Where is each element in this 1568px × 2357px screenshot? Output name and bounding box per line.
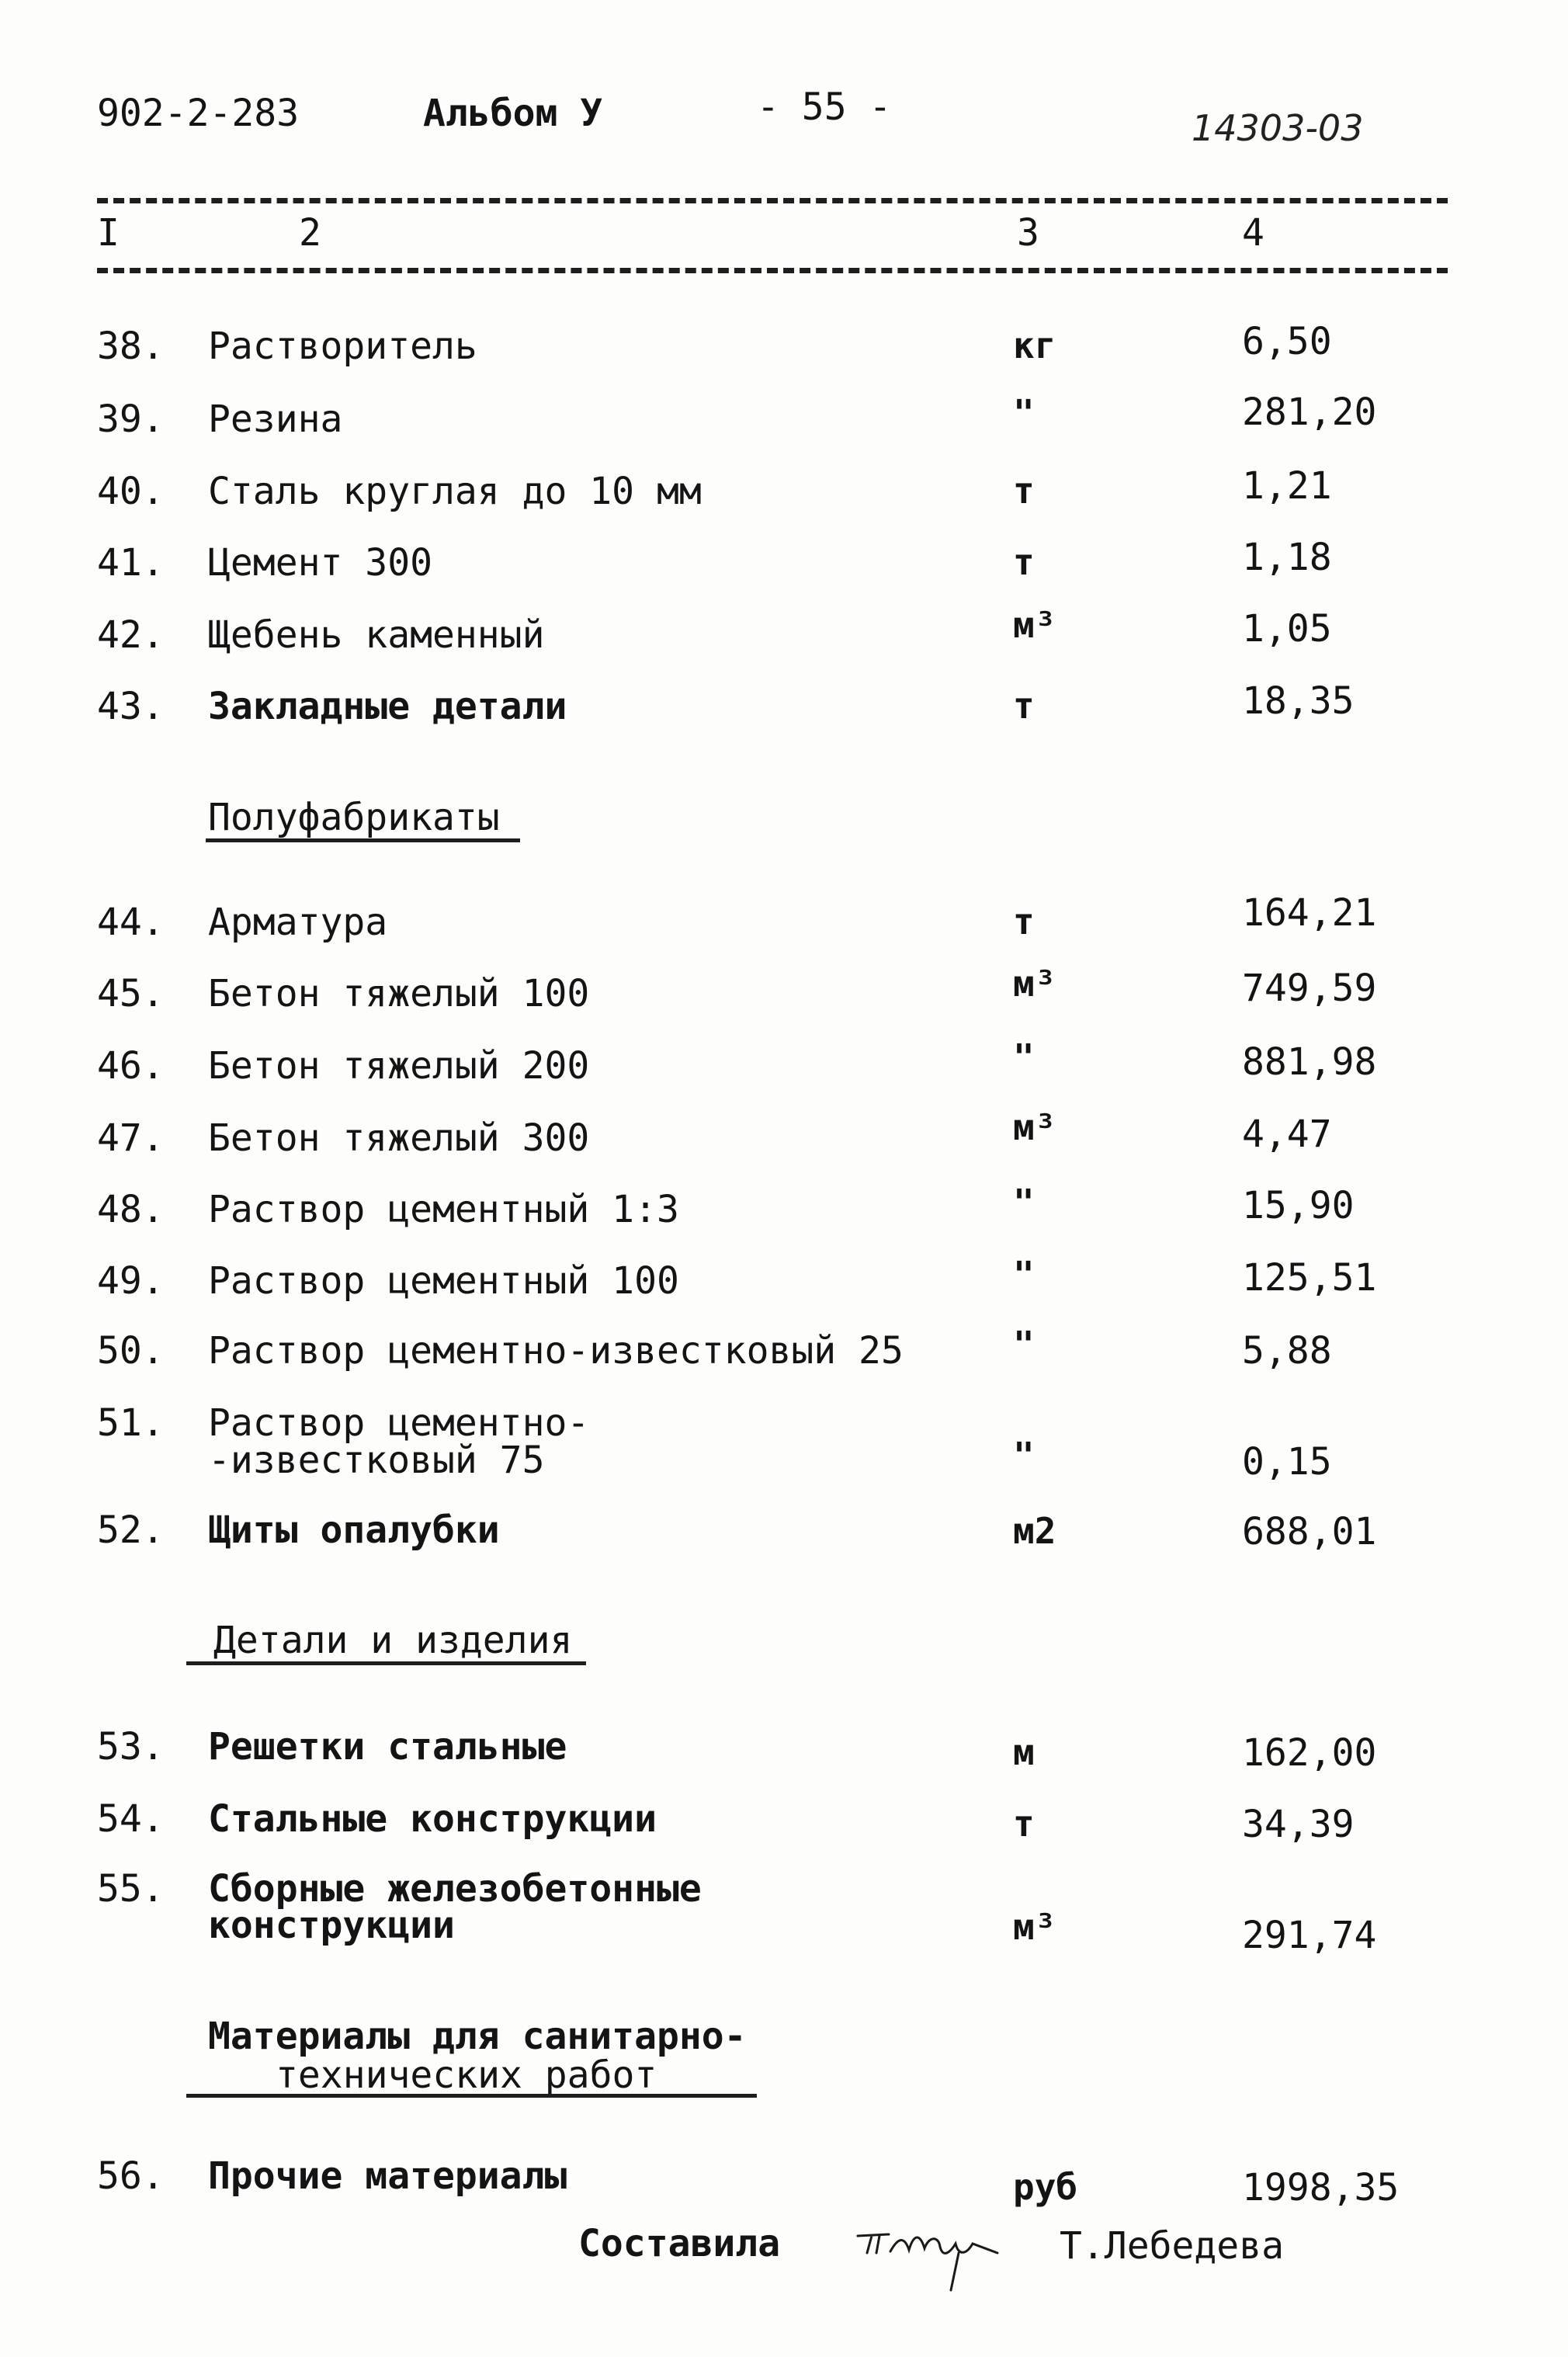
header-top-rule xyxy=(97,198,1448,203)
section-heading-sanitary: Материалы для санитарно- xyxy=(208,2015,747,2058)
row-name: Закладные детали xyxy=(208,685,567,728)
row-name-continued: -известковый 75 xyxy=(208,1439,545,1482)
row-number: 54. xyxy=(97,1797,165,1841)
row-quantity: 1,21 xyxy=(1242,464,1332,508)
row-number: 44. xyxy=(97,901,165,944)
section-heading-sanitary-line2: технических работ xyxy=(276,2053,657,2097)
row-name-continued: конструкции xyxy=(208,1904,455,1947)
row-unit: " xyxy=(1013,1036,1035,1078)
row-unit: т xyxy=(1013,541,1035,583)
row-quantity: 164,21 xyxy=(1242,891,1377,935)
row-name: Раствор цементный 1:3 xyxy=(208,1188,679,1231)
row-name: Раствор цементно-известковый 25 xyxy=(208,1329,904,1373)
row-unit: м³ xyxy=(1013,1906,1056,1948)
document-code: 902-2-283 xyxy=(97,92,300,135)
section-underline xyxy=(186,2094,757,2098)
row-quantity: 1,05 xyxy=(1242,607,1332,651)
row-quantity: 162,00 xyxy=(1242,1731,1377,1775)
row-name: Щиты опалубки xyxy=(208,1508,500,1552)
row-name: Резина xyxy=(208,397,343,441)
row-quantity: 1998,35 xyxy=(1242,2166,1400,2209)
row-unit: " xyxy=(1013,1435,1035,1477)
row-name: Щебень каменный xyxy=(208,613,545,657)
row-unit: кг xyxy=(1013,325,1056,366)
row-number: 55. xyxy=(97,1867,165,1911)
column-header-2: 2 xyxy=(299,211,321,255)
album-label: Альбом У xyxy=(423,92,603,135)
row-name: Раствор цементный 100 xyxy=(208,1259,679,1303)
row-unit: " xyxy=(1013,1324,1035,1366)
row-name: Цемент 300 xyxy=(208,541,432,585)
row-number: 38. xyxy=(97,325,165,368)
row-name: Бетон тяжелый 200 xyxy=(208,1044,590,1088)
row-unit: " xyxy=(1013,1254,1035,1296)
row-number: 47. xyxy=(97,1116,165,1160)
row-number: 49. xyxy=(97,1259,165,1303)
row-quantity: 125,51 xyxy=(1242,1256,1377,1300)
row-quantity: 34,39 xyxy=(1242,1803,1355,1846)
row-quantity: 749,59 xyxy=(1242,967,1377,1010)
row-name: Бетон тяжелый 100 xyxy=(208,972,590,1015)
row-number: 41. xyxy=(97,541,165,585)
header-bottom-rule xyxy=(97,268,1448,273)
row-unit: м³ xyxy=(1013,1106,1056,1148)
column-header-4: 4 xyxy=(1242,211,1264,255)
section-underline xyxy=(206,838,520,842)
row-number: 56. xyxy=(97,2154,165,2198)
row-name: Сборные железобетонные xyxy=(208,1867,702,1911)
row-name: Прочие материалы xyxy=(208,2154,567,2198)
column-header-1: I xyxy=(97,211,120,255)
row-number: 51. xyxy=(97,1401,165,1445)
section-heading-parts: Детали и изделия xyxy=(213,1619,573,1662)
row-quantity: 0,15 xyxy=(1242,1440,1332,1484)
row-unit: т xyxy=(1013,470,1035,512)
row-name: Растворитель xyxy=(208,325,477,368)
row-quantity: 881,98 xyxy=(1242,1040,1377,1084)
row-quantity: 1,18 xyxy=(1242,536,1332,579)
row-unit: " xyxy=(1013,1182,1035,1224)
compiler-name: Т.Лебедева xyxy=(1060,2224,1284,2268)
section-underline xyxy=(186,1661,586,1665)
row-name: Бетон тяжелый 300 xyxy=(208,1116,590,1160)
row-quantity: 688,01 xyxy=(1242,1510,1377,1553)
row-unit: м2 xyxy=(1013,1510,1056,1552)
row-unit: т xyxy=(1013,685,1035,727)
row-unit: т xyxy=(1013,1803,1035,1845)
column-header-3: 3 xyxy=(1017,211,1039,255)
row-number: 43. xyxy=(97,685,165,728)
row-quantity: 4,47 xyxy=(1242,1113,1332,1156)
row-unit: т xyxy=(1013,901,1035,942)
row-unit: руб xyxy=(1013,2166,1078,2208)
row-number: 39. xyxy=(97,397,165,441)
row-number: 50. xyxy=(97,1329,165,1373)
row-unit: м³ xyxy=(1013,963,1056,1005)
row-quantity: 6,50 xyxy=(1242,320,1332,363)
row-name: Арматура xyxy=(208,901,388,944)
row-quantity: 281,20 xyxy=(1242,391,1377,434)
row-quantity: 15,90 xyxy=(1242,1184,1355,1227)
row-quantity: 5,88 xyxy=(1242,1329,1332,1373)
archive-number: 14303-03 xyxy=(1192,107,1364,149)
row-number: 52. xyxy=(97,1508,165,1552)
section-heading-semifinished: Полуфабрикаты xyxy=(208,796,500,839)
row-unit: м xyxy=(1013,1731,1035,1773)
row-unit: " xyxy=(1013,392,1035,434)
page-number: - 55 - xyxy=(757,85,892,129)
row-number: 42. xyxy=(97,613,165,657)
row-number: 53. xyxy=(97,1725,165,1769)
row-quantity: 18,35 xyxy=(1242,679,1355,723)
signature xyxy=(842,2205,1013,2298)
row-quantity: 291,74 xyxy=(1242,1914,1377,1957)
row-number: 48. xyxy=(97,1188,165,1231)
row-name: Решетки стальные xyxy=(208,1725,567,1769)
row-number: 40. xyxy=(97,470,165,513)
row-number: 45. xyxy=(97,972,165,1015)
row-number: 46. xyxy=(97,1044,165,1088)
row-unit: м³ xyxy=(1013,604,1056,646)
row-name: Сталь круглая до 10 мм xyxy=(208,470,702,513)
compiled-by-label: Составила xyxy=(578,2222,781,2265)
row-name: Стальные конструкции xyxy=(208,1797,657,1841)
row-name: Раствор цементно- xyxy=(208,1401,590,1445)
